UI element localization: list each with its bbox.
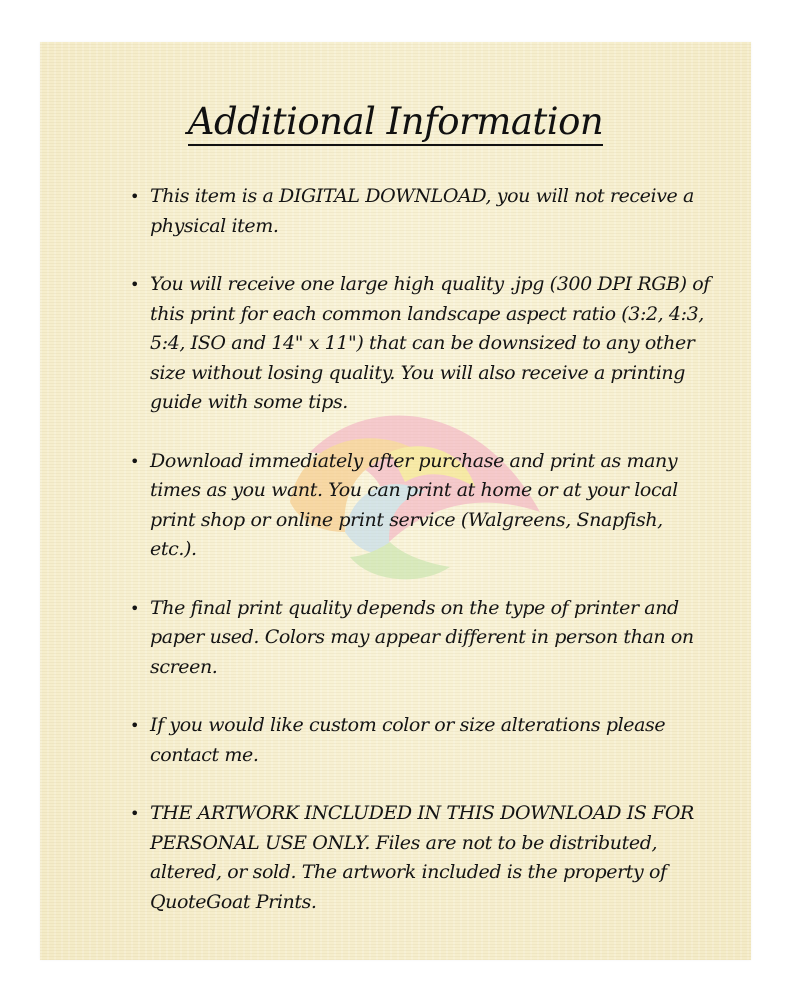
bullet-icon: • (130, 598, 140, 618)
page-title (40, 100, 751, 143)
list-item-text: You will receive one large high quality .jpg (300 DPI RGB) of this print for each common landscape aspect ratio (3:2, 4:3, 5:4, ISO and 14" x 11") that can be downsized to any other size without losing quality. You will also receive a printing guide with some tips. (150, 273, 710, 413)
info-list (130, 182, 710, 946)
list-item (130, 270, 710, 418)
bullet-icon: • (130, 275, 140, 294)
bullet-icon: • (130, 451, 140, 471)
bullet-icon: • (130, 187, 140, 206)
paper-sheet (40, 42, 751, 960)
list-item (130, 594, 710, 683)
list-item-text: The final print quality depends on the type of printer and paper used. Colors may appear different in person than on screen. (150, 596, 694, 678)
list-item (130, 799, 710, 917)
list-item (130, 182, 710, 241)
list-item-text: THE ARTWORK INCLUDED IN THIS DOWNLOAD IS FOR PERSONAL USE ONLY. Files are not to be distributed, altered, or sold. The artwork included is the property of QuoteGoat Prints. (150, 802, 694, 913)
list-item-text: If you would like custom color or size alterations please contact me. (150, 714, 666, 766)
list-item (130, 447, 710, 565)
page-title-text: Additional Information (188, 100, 603, 146)
list-item (130, 711, 710, 770)
bullet-icon: • (130, 716, 140, 735)
list-item-text: Download immediately after purchase and print as many times as you want. You can print at home or at your local print shop or online print service (Walgreens, Snapfish, etc.). (150, 449, 678, 560)
bullet-icon: • (130, 804, 140, 823)
list-item-text: This item is a DIGITAL DOWNLOAD, you will not receive a physical item. (150, 185, 694, 237)
